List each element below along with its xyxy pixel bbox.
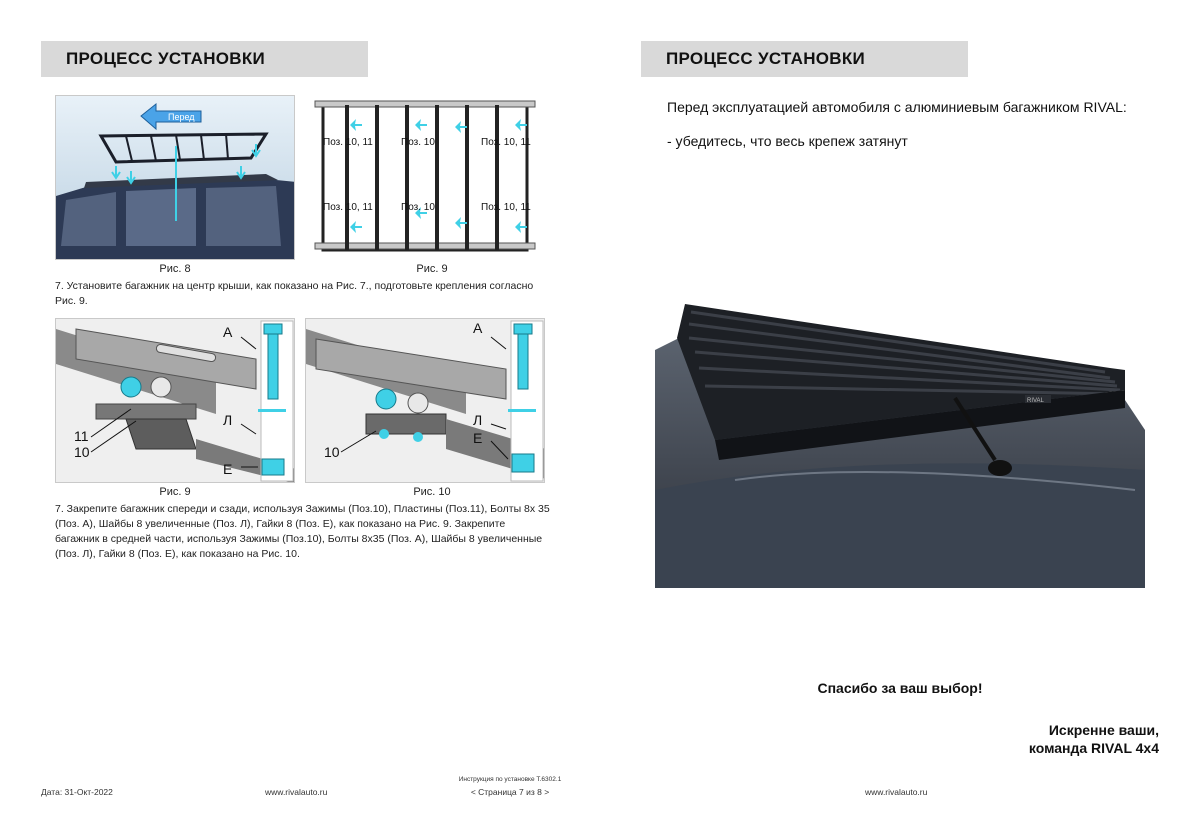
front-arrow-label: Перед — [168, 112, 195, 122]
step-7-install-text: 7. Установите багажник на центр крыши, как показано на Рис. 7., подготовьте крепления согласно Рис. 9. — [55, 280, 534, 307]
page-header: ПРОЦЕСС УСТАНОВКИ — [41, 41, 368, 77]
figure-8 — [55, 95, 295, 260]
figure-9-top-view — [305, 95, 545, 260]
fig9-label-rear-right: Поз. 10, 11 — [481, 202, 531, 213]
signature-line-1: Искренне ваши, — [1048, 722, 1159, 738]
figure-9-top-illustration — [305, 95, 545, 260]
fig9-callout-10: 10 — [74, 444, 90, 460]
figure-10 — [305, 318, 545, 483]
fig9-label-rear-left: Поз. 10, 11 — [323, 202, 373, 213]
fig9-label-front-left: Поз. 10, 11 — [323, 137, 373, 148]
check-fasteners-text: - убедитесь, что весь крепеж затянут — [667, 133, 908, 149]
figure-9-detail-illustration — [56, 319, 295, 483]
figure-8-caption: Рис. 8 — [159, 263, 191, 275]
figure-8-illustration — [56, 96, 295, 260]
figure-9-detail — [55, 318, 295, 483]
footer-site-right[interactable]: www.rivalauto.ru — [865, 787, 928, 797]
footer-date: Дата: 31-Окт-2022 — [41, 787, 113, 797]
fig10-callout-e: Е — [473, 430, 483, 446]
page-header: ПРОЦЕСС УСТАНОВКИ — [641, 41, 968, 77]
intro-text: Перед эксплуатацией автомобиля с алюминиевым багажником RIVAL: — [667, 99, 1127, 115]
footer-doc-title: Инструкция по установке Т.6302.1 — [458, 776, 562, 783]
right-page — [600, 0, 1200, 837]
fig9-callout-11: 11 — [74, 428, 89, 444]
figure-9-top-caption: Рис. 9 — [416, 263, 448, 275]
footer-site-left[interactable]: www.rivalauto.ru — [265, 787, 328, 797]
figure-10-caption: Рис. 10 — [413, 486, 451, 498]
figure-10-illustration — [306, 319, 545, 483]
step-7-fasten-text: 7. Закрепите багажник спереди и сзади, используя Зажимы (Поз.10), Пластины (Поз.11), Болты 8х 35 (Поз. А), Шайбы 8 увеличенные (Поз. Л), Гайки 8 (Поз. Е), как показано на Рис. 9. Закрепите багажник в средней части, используя Зажимы (Поз.10), Болты 8х35 (Поз. А), Шайбы 8 увеличенные (Поз. Л), Гайки 8 (Поз. Е), как показано на Рис. 10. — [55, 503, 550, 560]
roof-rack-photo-illustration — [655, 290, 1145, 588]
thanks-text: Спасибо за ваш выбор! — [817, 680, 983, 696]
fig10-callout-10: 10 — [324, 444, 340, 460]
fig10-callout-a: А — [473, 320, 483, 336]
fig9-callout-e: Е — [223, 461, 233, 477]
fig9-label-rear-center: Поз. 10 — [401, 202, 435, 213]
signature-line-2: команда RIVAL 4x4 — [1028, 740, 1159, 756]
figure-9-detail-caption: Рис. 9 — [159, 486, 191, 498]
roof-rack-photo — [655, 290, 1145, 588]
fig10-callout-l: Л — [473, 412, 483, 428]
fig9-label-front-right: Поз. 10, 11 — [481, 137, 531, 148]
footer-page-number: < Страница 7 из 8 > — [470, 787, 550, 797]
fig9-label-front-center: Поз. 10 — [401, 137, 435, 148]
fig9-callout-l: Л — [223, 412, 233, 428]
rival-logo-text: RIVAL — [1027, 398, 1044, 404]
fig9-callout-a: А — [223, 324, 233, 340]
